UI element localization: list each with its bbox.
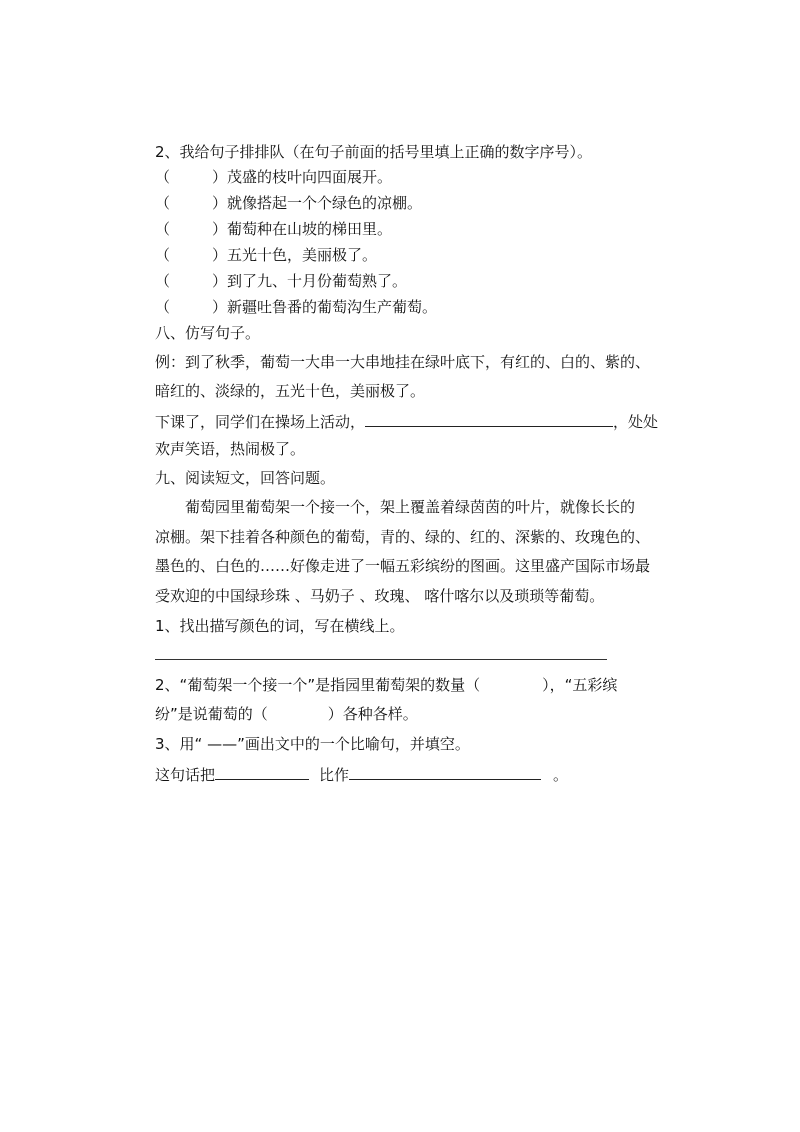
object-blank[interactable] <box>349 763 541 780</box>
answer-bracket[interactable]: （ ） <box>155 246 228 264</box>
question-2-line2: 纷”是说葡萄的（ ）各种各样。 <box>155 705 418 723</box>
question-2-line1: 2、“葡萄架一个接一个”是指园里葡萄架的数量（ ），“五彩缤 <box>155 676 618 694</box>
answer-bracket[interactable]: （ ） <box>155 168 228 186</box>
subject-blank[interactable] <box>215 763 309 780</box>
answer-bracket[interactable]: （ ） <box>155 220 228 238</box>
imitation-prompt-line2: 欢声笑语，热闹极了。 <box>155 440 306 458</box>
ordering-item <box>155 219 392 239</box>
section-9-heading: 九、阅读短文，回答问题。 <box>155 469 336 487</box>
question-3-fill: 这句话把 比作 。 <box>155 763 568 785</box>
q2-heading: 2、我给句子排排队（在句子前面的括号里填上正确的数字序号）。 <box>155 143 593 161</box>
answer-bracket[interactable]: （ ） <box>155 272 228 290</box>
example-sentence-line2: 暗红的、淡绿的，五光十色，美丽极了。 <box>155 382 426 400</box>
sentence-text: 五光十色，美丽极了。 <box>227 246 378 264</box>
ordering-item <box>155 167 392 187</box>
sentence-text: 葡萄种在山坡的梯田里。 <box>227 220 393 238</box>
question-1: 1、找出描写颜色的词，写在横线上。 <box>155 617 405 635</box>
ordering-item <box>155 245 377 265</box>
imitation-prompt: 下课了，同学们在操场上活动， ，处处 <box>155 410 658 432</box>
passage-line: 受欢迎的中国绿珍珠 、马奶子 、玫瑰、 喀什喀尔以及琐琐等葡萄。 <box>155 587 605 605</box>
ordering-item <box>155 193 422 213</box>
sentence-text: 就像搭起一个个绿色的凉棚。 <box>227 194 423 212</box>
passage-line: 葡萄园里葡萄架一个接一个，架上覆盖着绿茵茵的叶片，就像长长的 <box>185 498 636 516</box>
passage-line: 凉棚。架下挂着各种颜色的葡萄，青的、绿的、红的、深紫的、玫瑰色的、 <box>155 528 651 546</box>
sentence-text: 到了九、十月份葡萄熟了。 <box>227 272 408 290</box>
imitation-answer-blank[interactable] <box>365 410 613 427</box>
sentence-text: 新疆吐鲁番的葡萄沟生产葡萄。 <box>227 298 438 316</box>
passage-line: 墨色的、白色的……好像走进了一幅五彩缤纷的图画。这里盛产国际市场最 <box>155 557 651 575</box>
section-8-heading: 八、仿写句子。 <box>155 324 261 342</box>
question-1-answer-line[interactable] <box>155 659 607 660</box>
sentence-text: 茂盛的枝叶向四面展开。 <box>227 168 393 186</box>
answer-bracket[interactable]: （ ） <box>155 298 228 316</box>
answer-bracket[interactable]: （ ） <box>155 194 228 212</box>
question-3: 3、用“ ——”画出文中的一个比喻句，并填空。 <box>155 735 470 753</box>
example-sentence-line1: 例：到了秋季，葡萄一大串一大串地挂在绿叶底下，有红的、白的、紫的、 <box>155 353 651 371</box>
ordering-item <box>155 271 407 291</box>
ordering-item <box>155 297 437 317</box>
